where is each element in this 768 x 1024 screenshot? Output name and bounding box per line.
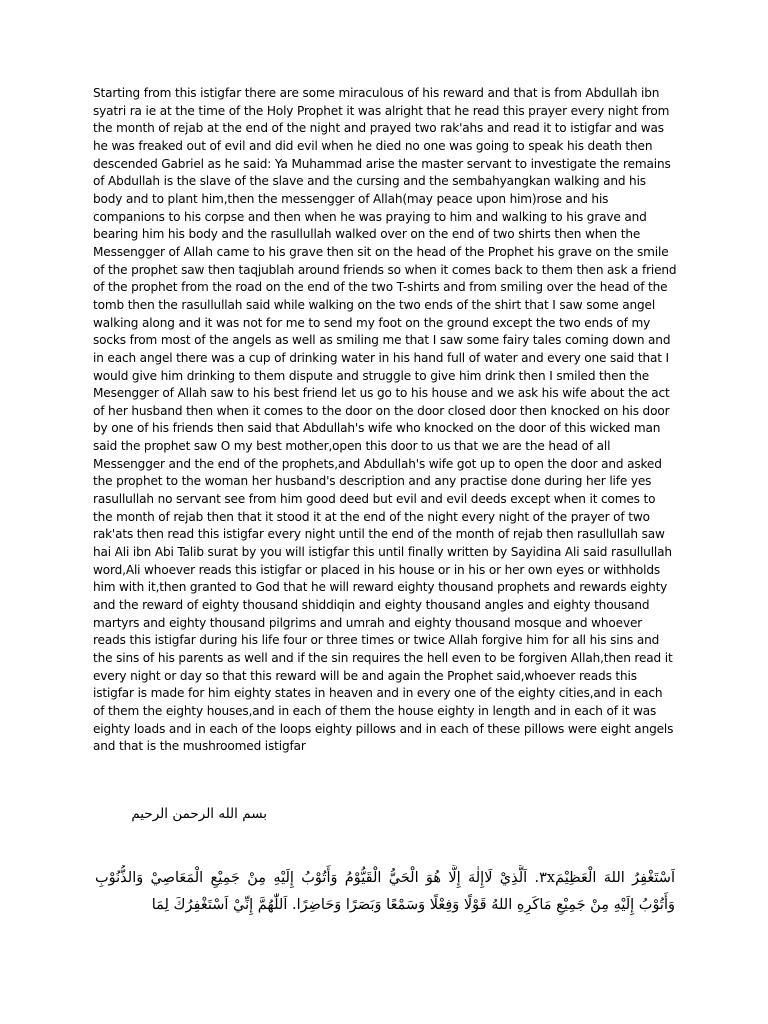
body-paragraph: Starting from this istigfar there are some miraculous of his reward and that is from Abdullah ibn syatri ra ie at the time of the Holy Prophet it was alright that he read this prayer every night from the month of rejab at the end of the night and prayed two rak'ahs and read it to istigfar and was he was freaked out of evil and did evil when he died no one was going to speak his death then descended Gabriel as he said: Ya Muhammad arise the master servant to investigate the remains of Abdullah is the slave of the slave and the cursing and the sembahyangkan walking and his body and to plant him,then the messengger of Allah(may peace upon him)rose and his companions to his corpse and then when he was praying to him and walking to his grave and bearing him his body and the rasullullah walked over on the end of two shirts then when the Messengger of Allah came to his grave then sit on the head of the Prophet his grave on the smile of the prophet saw then taqjublah around friends so when it comes back to them then ask a friend of the prophet from the road on the end of the two T-shirts and from smiling over the head of the tomb then the rasullullah said while walking on the two ends of the shirt that I saw some angel walking along and it was not for me to send my foot on the ground except the two ends of my socks from most of the angels as well as smiling me that I saw some fairy tales coming down and in each angel there was a cup of drinking water in his hand full of water and every one said that I would give him drinking to them dispute and struggle to give him drink then I smiled then the Mesengger of Allah saw to his best friend let us go to his house and we ask his wife about the act of her husband then when it comes to the door on the door closed door then knocked on his door by one of his friends then said that Abdullah's wife who knocked on the door of this wicked man said the prophet saw O my best mother,open this door to us that we are the head of all Messengger and the end of the prophets,and Abdullah's wife got up to open the door and asked the prophet to the woman her husband's description and any practise done during her life yes rasullullah no servant see from him good deed but evil and evil deeds except when it comes to the month of rejab then that it stood it at the end of the night every night of the prayer of two rak'ats then read this istigfar every night until the end of the month of rejab then rasullullah saw hai Ali ibn Abi Talib surat by you will istigfar this until finally written by Sayidina Ali said rasullullah word,Ali whoever reads this istigfar or placed in his house or in his or her own eyes or withholds him with it,then granted to God that he will reward eighty thousand prophets and rewards eighty and the reward of eighty thousand shiddiqin and eighty thousand angles and eighty thousand martyrs and eighty thousand pilgrims and umrah and eighty thousand mosque and whoever reads this istigfar during his life four or three times or twice Allah forgive him for all his sins and the sins of his parents as well and if the sin requires the hell even to be forgiven Allah,then read it every night or day so that this reward will be and again the Prophet said,whoever reads this istigfar is made for him eighty states in heaven and in every one of the eighty cities,and in each of them the eighty houses,and in each of them the house eighty in length and in each of it was eighty loads and in each of the loops eighty pillows and in each of these pillows were eight angels and that is the mushroomed istigfar — [93, 86, 677, 754]
basmala-heading: بسم الله الرحمن الرحيم — [131, 806, 267, 822]
istighfar-arabic-text: اَسْتَغْفِرُ اللهَ الْعَظِيْمَ٣x. اَلَّذِيْ لَاإِلٰهَ إِلَّا هُوَ الْحَيُّ الْقَيُّوْمُ وَأَتُوْبُ إِلَيْهِ مِنْ جَمِيْعِ الْمَعَاصِيْ وَالذُّنُوْبِ وَأَتُوْبُ إِلَيْهِ مِنْ جَمِيْعِ مَاكَرِهِ اللهُ قَوْلًا وَفِعْلًا وَسَمْعًا وَبَصَرًا وَحَاضِرًا. اَللّٰهُمَّ إِنِّيْ اَسْتَغْفِرُكَ لِمَا — [95, 870, 675, 913]
